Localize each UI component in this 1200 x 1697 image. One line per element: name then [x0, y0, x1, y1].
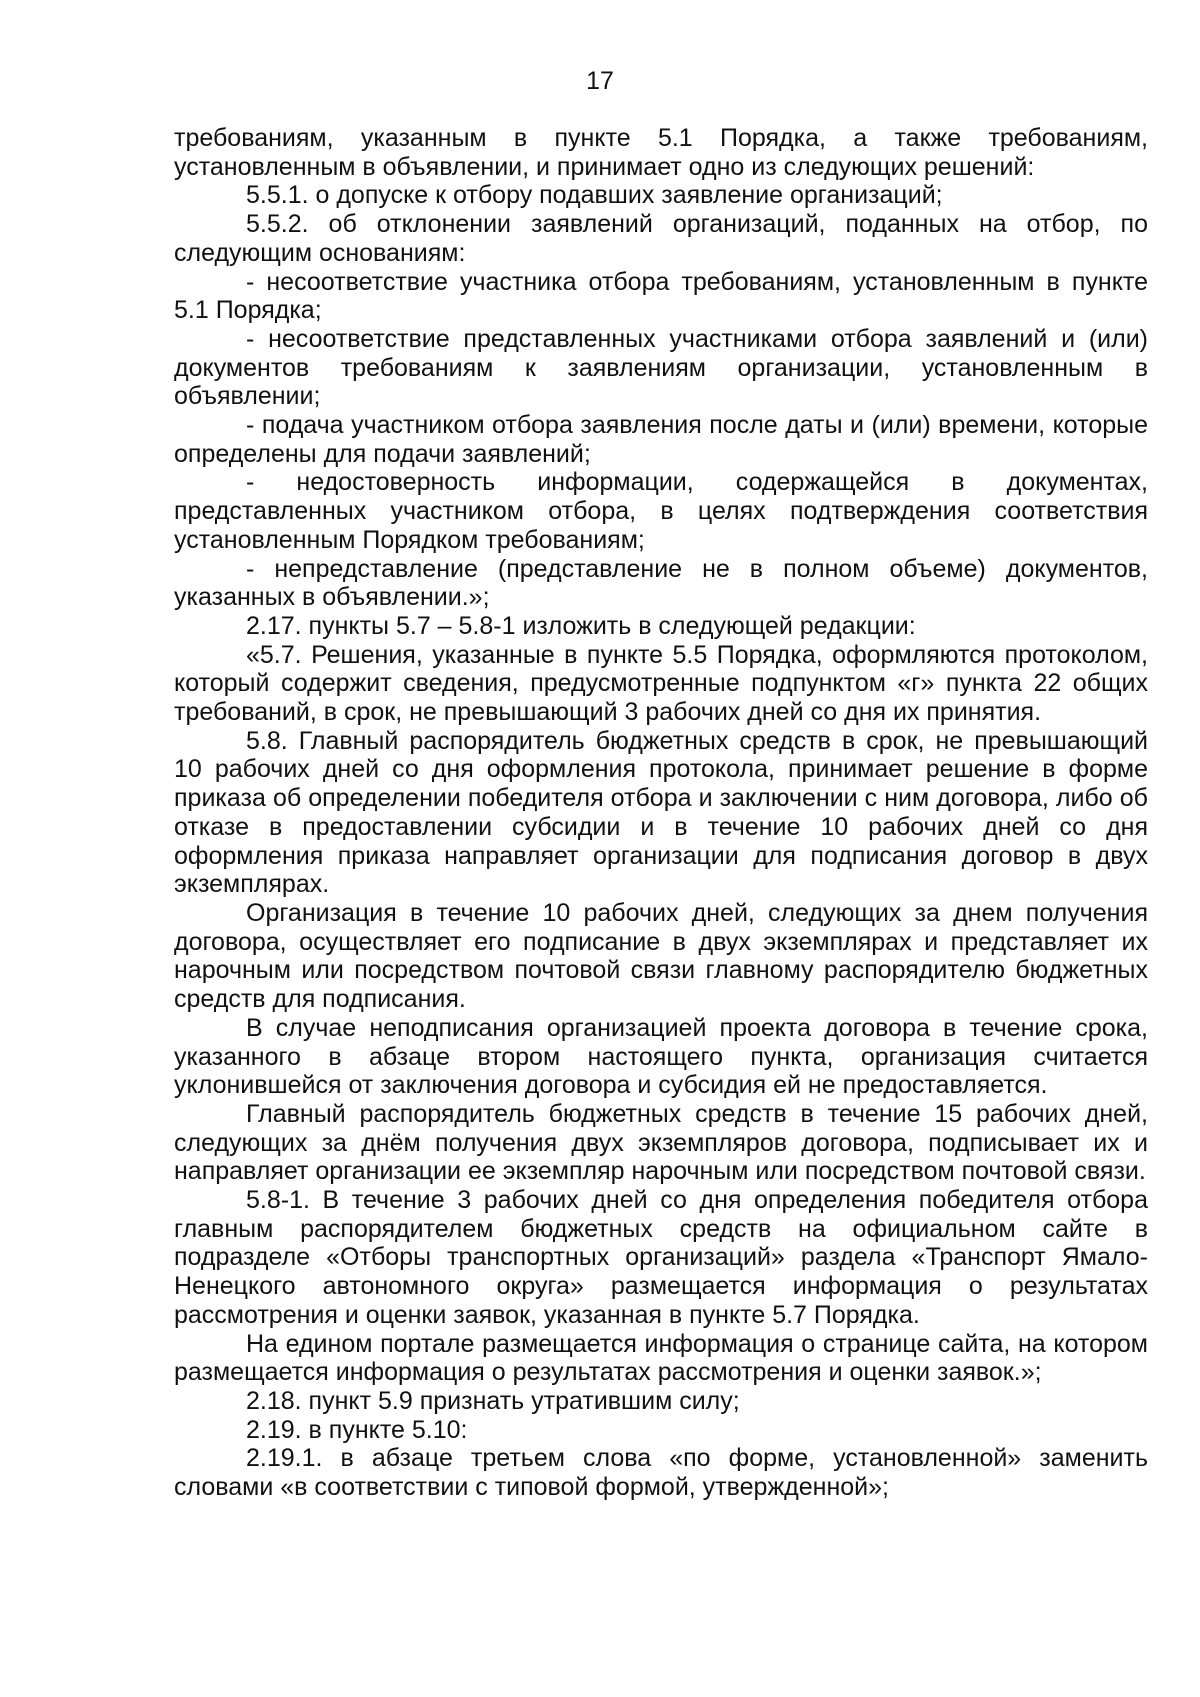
paragraph: 2.17. пункты 5.7 – 5.8-1 изложить в следующей редакции: — [246, 611, 916, 640]
list-item: - недостоверность информации, содержащейся в документах, представленных участником отбора, в целях подтверждения соответствия установленным Порядком требованиям; — [174, 468, 1148, 554]
paragraph: 2.19.1. в абзаце третьем слова «по форме, установленной» заменить словами «в соответствии с типовой формой, утвержденной»; — [174, 1444, 1148, 1502]
paragraph: 5.5.1. о допуске к отбору подавших заявление организаций; — [246, 181, 943, 210]
paragraph: 5.5.2. об отклонении заявлений организаций, поданных на отбор, по следующим основаниям: — [174, 210, 1148, 267]
paragraph: Главный распорядитель бюджетных средств в течение 15 рабочих дней, следующих за днём получения двух экземпляров договора, подписывает их и направляет организации ее экземпляр нарочным или посредством почтовой связи. — [174, 1099, 1148, 1186]
paragraph: «5.7. Решения, указанные в пункте 5.5 Порядка, оформляются протоколом, который содержит сведения, предусмотренные подпунктом «г» пункта 22 общих требований, в срок, не превышающий 3 рабочих дней со дня их принятия. — [174, 640, 1148, 727]
paragraph: В случае неподписания организацией проекта договора в течение срока, указанного в абзаце втором настоящего пункта, организация считается уклонившейся от заключения договора и субсидия ей не предоставляется. — [174, 1013, 1148, 1100]
paragraph: 2.18. пункт 5.9 признать утратившим силу; — [246, 1386, 740, 1415]
document-body — [174, 124, 1148, 1502]
list-item: - несоответствие участника отбора требованиям, установленным в пункте 5.1 Порядка; — [174, 267, 1148, 325]
page-number: 17 — [586, 67, 614, 95]
paragraph: 5.8-1. В течение 3 рабочих дней со дня определения победителя отбора главным распорядителем бюджетных средств на официальном сайте в подразделе «Отборы транспортных организаций» раздела «Транспорт Ямало-Ненецкого автономного округа» размещается информация о результатах рассмотрения и оценки заявок, указанная в пункте 5.7 Порядка. — [174, 1186, 1148, 1329]
list-item: - непредставление (представление не в полном объеме) документов, указанных в объявлении.»; — [174, 554, 1148, 612]
paragraph: 5.8. Главный распорядитель бюджетных средств в срок, не превышающий 10 рабочих дней со дня оформления протокола, принимает решение в форме приказа об определении победителя отбора и заключении с ним договора, либо об отказе в предоставлении субсидии и в течение 10 рабочих дней со дня оформления приказа направляет организации для подписания договор в двух экземплярах. — [174, 726, 1148, 899]
list-item: - несоответствие представленных участниками отбора заявлений и (или) документов требованиям к заявлениям организации, установленным в объявлении; — [174, 324, 1148, 411]
list-item: - подача участником отбора заявления после даты и (или) времени, которые определены для подачи заявлений; — [174, 411, 1148, 468]
paragraph: 2.19. в пункте 5.10: — [246, 1415, 468, 1444]
paragraph: Организация в течение 10 рабочих дней, следующих за днем получения договора, осуществляет его подписание в двух экземплярах и представляет их нарочным или посредством почтовой связи главному распорядителю бюджетных средств для подписания. — [174, 898, 1148, 1014]
paragraph: На едином портале размещается информация о странице сайта, на котором размещается информация о результатах рассмотрения и оценки заявок.»; — [174, 1329, 1148, 1387]
paragraph: требованиям, указанным в пункте 5.1 Порядка, а также требованиям, установленным в объявлении, и принимает одно из следующих решений: — [174, 124, 1148, 181]
